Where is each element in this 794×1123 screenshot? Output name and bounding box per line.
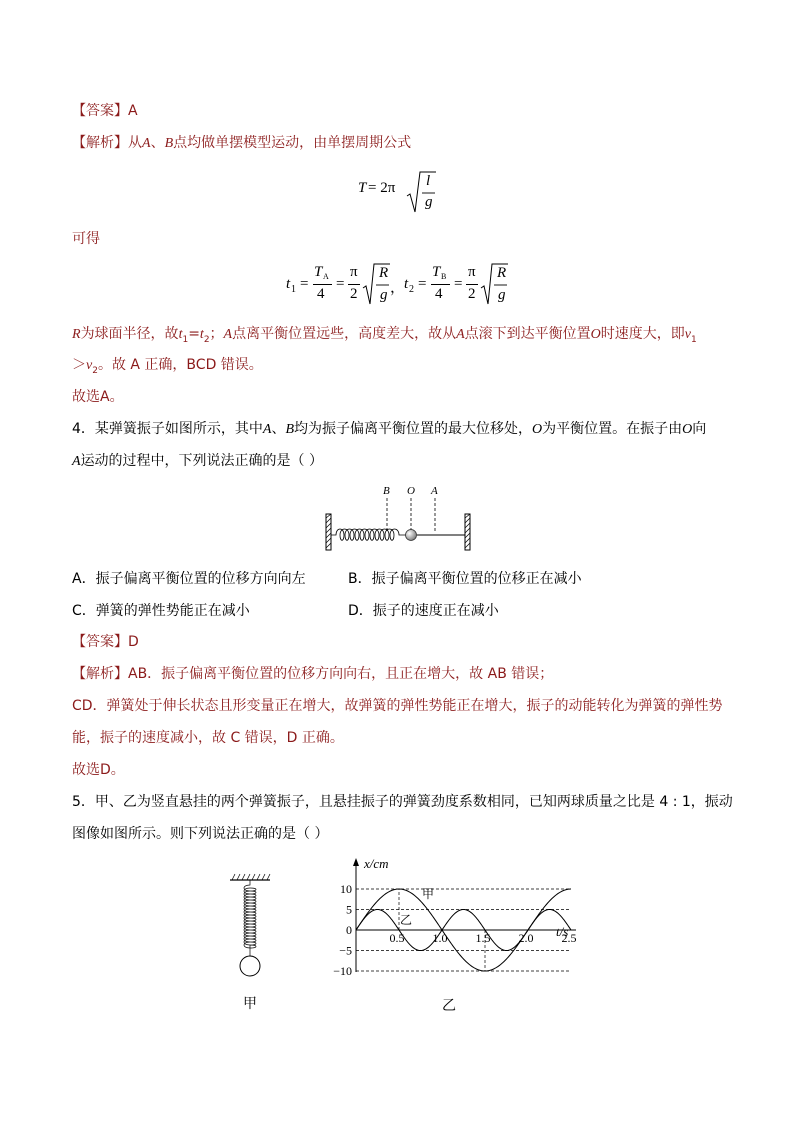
analysis-text: 时速度大，即 [600, 326, 685, 342]
q3-choose-line [72, 387, 124, 407]
figure-caption-yi: 乙 [442, 998, 456, 1014]
y-tick-label: 5 [346, 902, 352, 917]
tb-sub: B [441, 272, 447, 281]
r: R [497, 265, 507, 281]
label-b: B [383, 485, 390, 497]
series-label-yi: 乙 [400, 913, 413, 927]
sub: 1 [182, 334, 189, 345]
stem-text: 5．甲、乙为竖直悬挂的两个弹簧振子，且悬挂振子的弹簧劲度系数相同，已知两球质量之比是 4 : 1，振动 [72, 794, 733, 810]
analysis-text: 点离平衡位置远些，高度差大，故从 [232, 326, 457, 342]
tb: T [432, 264, 441, 280]
hanging-spring-figure [222, 872, 278, 1012]
two: 2 [468, 286, 476, 302]
var-t: t [199, 327, 204, 342]
q4-stem-line1 [72, 419, 706, 440]
formula-numerator: l [426, 173, 431, 189]
series-label-jia: 甲 [422, 887, 435, 901]
ball [406, 530, 417, 541]
spring-oscillator-figure [322, 480, 474, 552]
var-b: B [285, 422, 295, 437]
keyi-text: 可得 [72, 231, 100, 247]
two: 2 [350, 286, 358, 302]
y-tick-label: −5 [339, 943, 352, 958]
comma: ， [390, 280, 406, 296]
choose-text: 故选A。 [72, 389, 124, 405]
answer-value: A [128, 103, 138, 119]
analysis-text: AB．振子偏离平衡位置的位移方向向右，且正在增大，故 AB 错误； [128, 666, 554, 682]
four: 4 [317, 286, 325, 302]
var-a: A [142, 136, 151, 151]
q5-stem-line1 [72, 792, 733, 812]
analysis-text: 能，振子的速度减小，故 C 错误，D 正确。 [72, 730, 344, 746]
formula-denominator: g [425, 194, 433, 210]
analysis-text: 为球面半径，故 [80, 326, 179, 342]
formula-lhs: T [358, 180, 367, 196]
analysis-text: 点均做单摆模型运动，由单摆周期公式 [173, 135, 412, 151]
stem-text: 、 [271, 421, 286, 437]
q3-analysis-line3 [72, 355, 263, 381]
var-o: O [532, 422, 543, 437]
q3-answer-line [72, 101, 138, 121]
period-quarter-formula: t 1 = T A 4 = π 2 R g ， t 2 = T B 4 = π 2 R g [286, 262, 516, 308]
analysis-tag: 【解析】 [72, 666, 128, 682]
t1-sub: 1 [291, 284, 296, 295]
q5-stem-line2 [72, 824, 328, 844]
var-a: A [262, 422, 272, 437]
analysis-text: ＞ [72, 357, 86, 373]
var-v: v [684, 327, 692, 342]
choose-text: 故选D。 [72, 762, 125, 778]
pi: π [350, 264, 358, 280]
sub: 2 [92, 365, 98, 376]
x-tick-label: 2.5 [561, 931, 576, 945]
stem-text: 均为振子偏离平衡位置的最大位移处， [294, 421, 533, 437]
t2: t [404, 276, 409, 292]
analysis-text: 点滚下到达平衡位置 [464, 326, 591, 342]
var-b: B [164, 136, 174, 151]
g: g [380, 287, 388, 303]
y-axis-arrow [353, 858, 359, 866]
y-axis-label: x/cm [364, 856, 389, 871]
pendulum-period-formula [358, 170, 438, 216]
option-c[interactable]: C．弹簧的弹性势能正在减小 [72, 603, 250, 619]
y-tick-label: −10 [333, 964, 352, 978]
ta-sub: A [323, 272, 329, 281]
four: 4 [435, 286, 443, 302]
var-a: A [72, 454, 81, 469]
x-tick-label: 0.5 [389, 931, 405, 945]
x-tick-label: 1.0 [432, 931, 448, 945]
g: g [498, 287, 506, 303]
sub: 1 [691, 334, 697, 345]
var-v: v [86, 358, 93, 373]
analysis-text: 、 [150, 135, 165, 151]
x-tick-label: 1.5 [475, 931, 491, 945]
q4-answer-line [72, 632, 139, 652]
sub: 2 [203, 334, 210, 345]
formula-eq: = 2π [368, 180, 396, 196]
q4-analysis-line3 [72, 728, 344, 748]
q4-analysis-line2 [72, 696, 723, 716]
analysis-text: CD．弹簧处于伸长状态且形变量正在增大，故弹簧的弹性势能正在增大，振子的动能转化为弹簧的弹性势 [72, 698, 723, 714]
stem-text: 向 [692, 421, 707, 437]
ta: T [314, 264, 323, 280]
analysis-text: ； [209, 326, 224, 342]
stem-text: 为平衡位置。在振子由 [542, 421, 683, 437]
q4-stem-line2 [72, 451, 323, 472]
var-t: t [178, 327, 183, 342]
var-o: O [682, 422, 693, 437]
q3-analysis-line2 [72, 324, 697, 350]
analysis-text: 。故 A 正确，BCD 错误。 [97, 357, 263, 373]
q4-choose-line [72, 760, 125, 780]
x-axis-label: t/s [556, 924, 569, 939]
label-o: O [407, 485, 415, 497]
t1: t [286, 276, 291, 292]
analysis-text: 从 [128, 135, 142, 151]
option-d[interactable]: D．振子的速度正在减小 [348, 603, 499, 619]
keyi-line [72, 229, 100, 249]
x-tick-label: 2.0 [518, 931, 534, 945]
stem-text: 4．某弹簧振子如图所示，其中 [72, 421, 263, 437]
var-a: A [456, 327, 465, 342]
analysis-tag: 【解析】 [72, 135, 128, 151]
var-r: R [72, 327, 81, 342]
option-a[interactable]: A．振子偏离平衡位置的位移方向向左 [72, 571, 306, 587]
label-a: A [431, 485, 438, 497]
answer-tag: 【答案】 [72, 634, 128, 650]
pi: π [468, 264, 476, 280]
y-tick-label: 0 [346, 923, 352, 937]
r: R [379, 265, 389, 281]
stem-text: 图像如图所示。则下列说法正确的是（ ） [72, 826, 329, 842]
figure-caption-jia: 甲 [243, 996, 257, 1012]
t2-sub: 2 [409, 284, 414, 295]
q3-analysis-line1 [72, 133, 411, 154]
var-a: A [223, 327, 233, 342]
answer-value: D [128, 634, 139, 650]
hanging-ball [240, 956, 260, 976]
stem-text: 运动的过程中，下列说法正确的是（ ） [80, 453, 324, 469]
y-tick-label: 10 [340, 882, 352, 896]
q4-analysis-line1 [72, 664, 553, 684]
answer-tag: 【答案】 [72, 103, 128, 119]
vibration-graph [324, 850, 576, 1020]
analysis-text: = [188, 326, 200, 342]
option-b[interactable]: B．振子偏离平衡位置的位移正在减小 [348, 571, 582, 587]
var-o: O [590, 327, 601, 342]
